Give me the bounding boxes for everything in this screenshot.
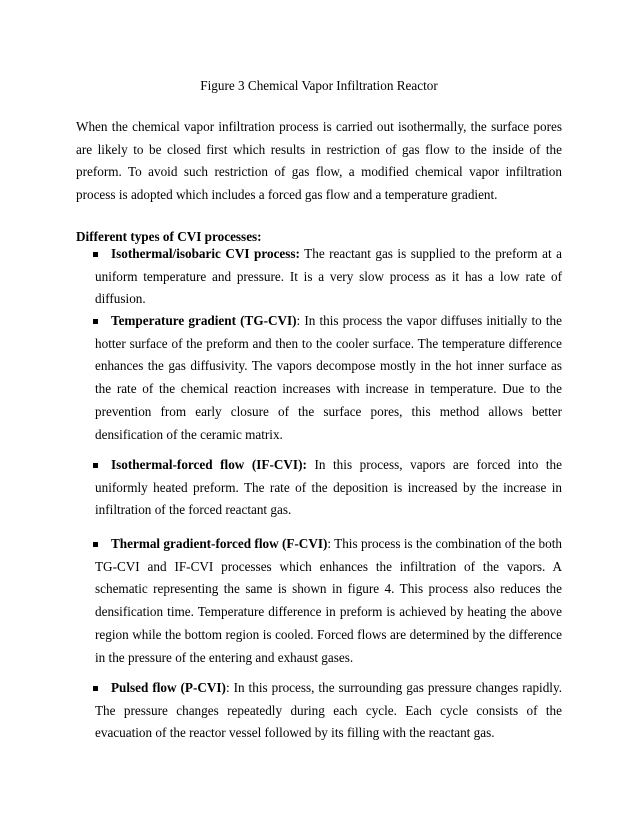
process-description: : This process is the combination of the both TG-CVI and IF-CVI processes which enhances the infiltration of the vapors. A schematic representing the same is shown in figure 4. This process also reduces the densification time. Temperature difference in preform is achieved by heating the above region while the bottom region is cooled. Forced flows are determined by the difference in the pressure of the entering and exhaust gases. <box>95 536 562 665</box>
process-list-item <box>76 533 562 669</box>
process-list-item <box>76 310 562 446</box>
bullet-square-icon <box>92 310 100 333</box>
process-term: Isothermal/isobaric CVI process: <box>111 246 300 261</box>
process-term: Thermal gradient-forced flow (F-CVI) <box>111 536 328 551</box>
process-list-item <box>76 454 562 522</box>
process-text <box>95 454 562 522</box>
process-text <box>95 243 562 311</box>
process-description: The reactant gas is supplied to the preform at a uniform temperature and pressure. It is a very slow process as it has a low rate of diffusion. <box>95 246 562 307</box>
process-term: Isothermal-forced flow (IF-CVI): <box>111 457 307 472</box>
process-description: : In this process the vapor diffuses initially to the hotter surface of the preform and then to the cooler surface. The temperature difference enhances the gas diffusivity. The vapors decompose mostly in the hot inner surface as the rate of the chemical reaction increases with increase in temperature. Due to the prevention from early closure of the surface pores, this method allows better densification of the ceramic matrix. <box>95 313 563 442</box>
process-list-item <box>76 243 562 311</box>
process-text <box>95 533 562 669</box>
section-heading: Different types of CVI processes: <box>76 229 262 244</box>
bullet-square-icon <box>92 677 100 700</box>
process-term: Temperature gradient (TG-CVI) <box>111 313 297 328</box>
bullet-square-icon <box>92 243 100 266</box>
process-text <box>95 677 562 745</box>
process-description: : In this process, the surrounding gas pressure changes rapidly. The pressure changes repeatedly during each cycle. Each cycle consists of the evacuation of the reactor vessel followed by its filling with the reactant gas. <box>95 680 562 741</box>
bullet-square-icon <box>92 454 100 477</box>
process-description: In this process, vapors are forced into the uniformly heated preform. The rate of the deposition is increased by the increase in infiltration of the forced reactant gas. <box>95 457 563 518</box>
intro-paragraph: When the chemical vapor infiltration process is carried out isothermally, the surface pores are likely to be closed first which results in restriction of gas flow to the inside of the preform. To avoid such restriction of gas flow, a modified chemical vapor infiltration process is adopted which includes a forced gas flow and a temperature gradient. <box>76 119 562 203</box>
bullet-square-icon <box>92 533 100 556</box>
process-text <box>95 310 562 446</box>
process-term: Pulsed flow (P-CVI) <box>111 680 226 695</box>
process-list-item <box>76 677 562 745</box>
figure-caption: Figure 3 Chemical Vapor Infiltration Reactor <box>200 78 438 93</box>
